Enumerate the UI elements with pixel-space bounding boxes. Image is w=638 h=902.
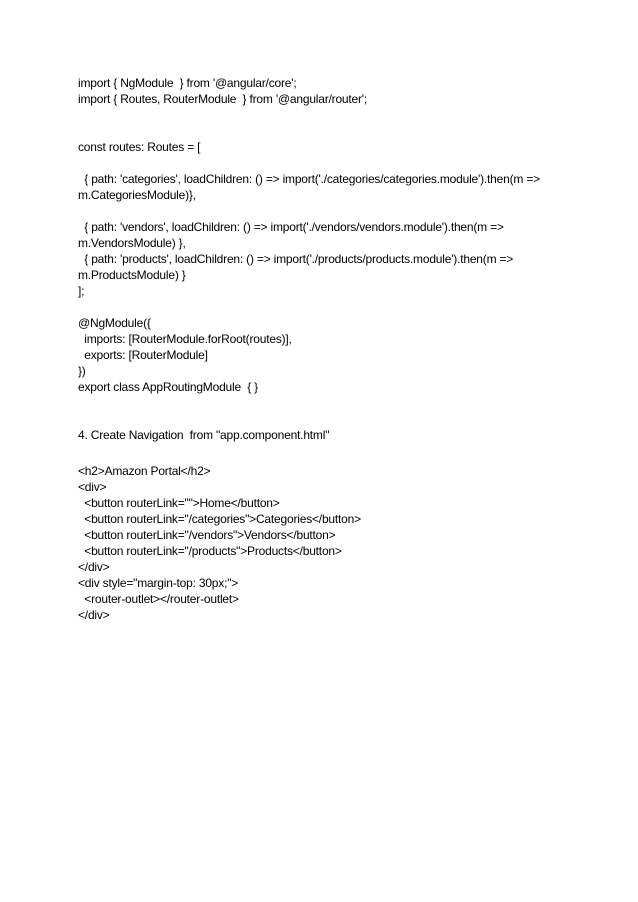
code-line: { path: 'products', loadChildren: () => import('./products/products.module').then(m =>	[78, 252, 514, 266]
code-line: exports: [RouterModule]	[78, 348, 208, 362]
code-line: </div>	[78, 560, 110, 574]
spacer	[78, 203, 568, 219]
code-line: })	[78, 364, 86, 378]
spacer	[78, 411, 568, 427]
code-line: <div>	[78, 480, 107, 494]
spacer	[78, 107, 568, 123]
code-line: import { Routes, RouterModule } from '@angular/router';	[78, 92, 368, 106]
code-line: <button routerLink="/categories">Categories</button>	[78, 512, 361, 526]
code-line: export class AppRoutingModule { }	[78, 380, 258, 394]
code-line: { path: 'vendors', loadChildren: () => import('./vendors/vendors.module').then(m =>	[78, 220, 504, 234]
code-line: const routes: Routes = [	[78, 140, 201, 154]
document-content	[78, 75, 568, 623]
code-line: <button routerLink="/products">Products</button>	[78, 544, 342, 558]
code-line: </div>	[78, 608, 110, 622]
spacer	[78, 395, 568, 411]
code-line: m.VendorsModule) },	[78, 236, 186, 250]
code-line: m.ProductsModule) }	[78, 268, 186, 282]
code-line: imports: [RouterModule.forRoot(routes)],	[78, 332, 292, 346]
code-line: <button routerLink="">Home</button>	[78, 496, 280, 510]
code-line: <h2>Amazon Portal</h2>	[78, 464, 211, 478]
step-heading: 4. Create Navigation from "app.component.html"	[78, 428, 330, 442]
code-line: <div style="margin-top: 30px;">	[78, 576, 239, 590]
code-line: @NgModule({	[78, 316, 151, 330]
code-line: ];	[78, 284, 85, 298]
code-line: import { NgModule } from '@angular/core';	[78, 76, 297, 90]
code-line: m.CategoriesModule)},	[78, 188, 196, 202]
code-line: { path: 'categories', loadChildren: () => import('./categories/categories.module').then(m =>	[78, 172, 540, 186]
spacer	[78, 123, 568, 139]
spacer	[78, 299, 568, 315]
spacer	[78, 155, 568, 171]
code-line: <button routerLink="/vendors">Vendors</button>	[78, 528, 336, 542]
code-line: <router-outlet></router-outlet>	[78, 592, 239, 606]
spacer	[78, 443, 568, 463]
